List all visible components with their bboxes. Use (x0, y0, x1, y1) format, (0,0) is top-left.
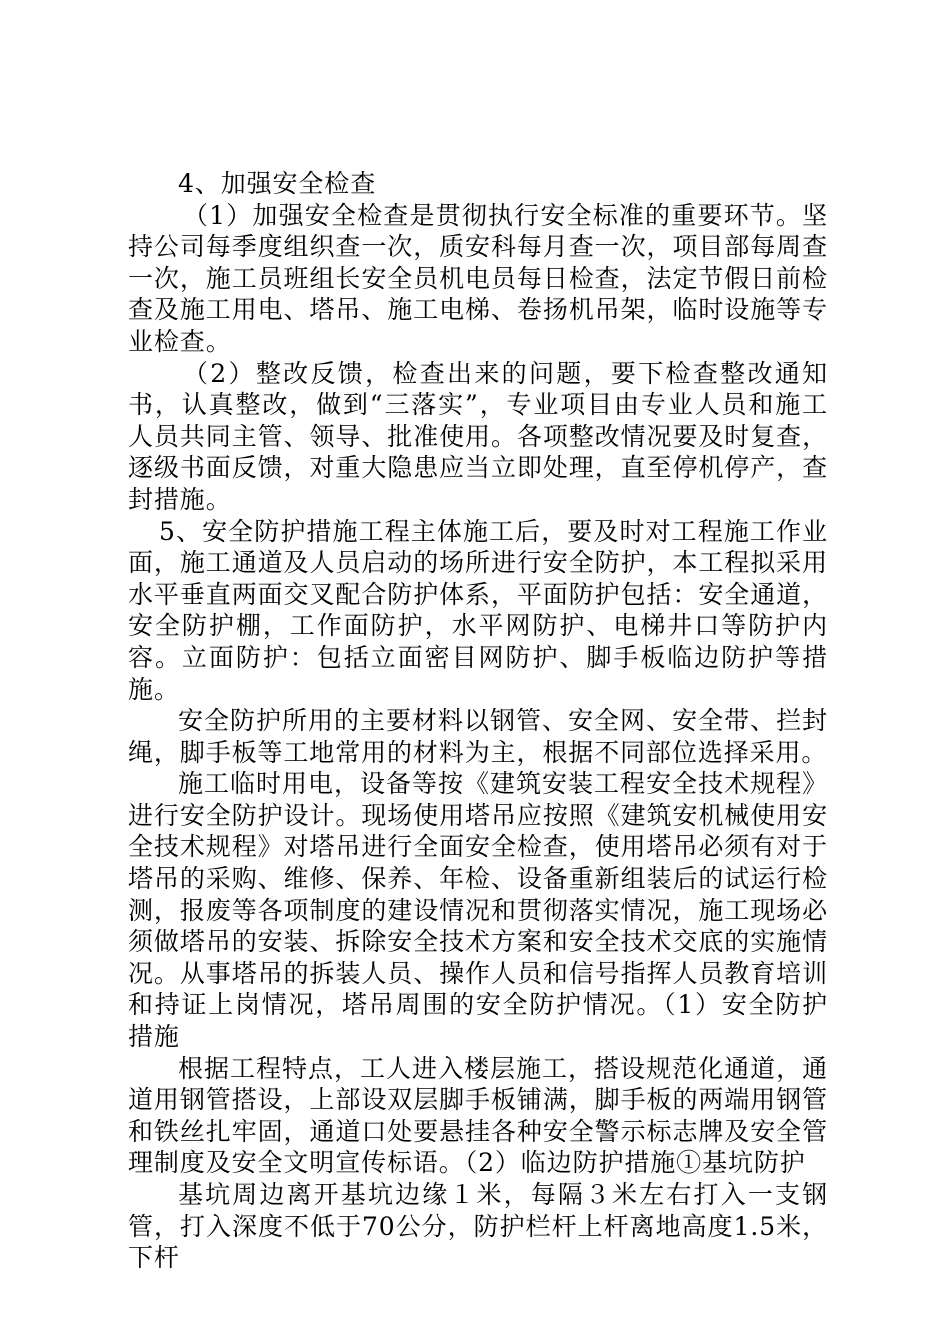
paragraph-inspection-1: （1）加强安全检查是贯彻执行安全标准的重要环节。坚持公司每季度组织查一次，质安科每月查一次，项目部每周查一次，施工员班组长安全员机电员每日检查，法定节假日前检查及施工用电、塔吊、施工电梯、卷扬机吊架，临时设施等专业检查。 (128, 200, 828, 356)
document-body (128, 168, 828, 1274)
paragraph-pit-protection: 基坑周边离开基坑边缘１米，每隔３米左右打入一支钢管，打入深度不低于70公分，防护栏杆上杆离地高度1.5米，下杆 (128, 1180, 828, 1273)
paragraph-inspection-2: （2）整改反馈，检查出来的问题，要下检查整改通知书，认真整改，做到“三落实”，专业项目由专业人员和施工人员共同主管、领导、批准使用。各项整改情况要及时复查，逐级书面反馈，对重大隐患应当立即处理，直至停机停产，查封措施。 (128, 358, 828, 514)
paragraph-temporary-power: 施工临时用电，设备等按《建筑安装工程安全技术规程》进行安全防护设计。现场使用塔吊应按照《建筑安机械使用安全技术规程》对塔吊进行全面安全检查，使用塔吊必须有对于塔吊的采购、维修、保养、年检、设备重新组装后的试运行检测，报废等各项制度的建设情况和贯彻落实情况，施工现场必须做塔吊的安装、拆除安全技术方案和安全技术交底的实施情况。从事塔吊的拆装人员、操作人员和信号指挥人员教育培训和持证上岗情况，塔吊周围的安全防护情况。（1）安全防护措施 (128, 769, 828, 1052)
paragraph-passage: 根据工程特点，工人进入楼层施工，搭设规范化通道，通道用钢管搭设，上部设双层脚手板铺满，脚手板的两端用钢管和铁丝扎牢固，通道口处要悬挂各种安全警示标志牌及安全管理制度及安全文明宣传标语。（2）临边防护措施①基坑防护 (128, 1053, 828, 1178)
paragraph-heading-5: 5、安全防护措施工程主体施工后，要及时对工程施工作业面，施工通道及人员启动的场所进行安全防护，本工程拟采用水平垂直两面交叉配合防护体系，平面防护包括：安全通道，安全防护棚，工作面防护，水平网防护、电梯井口等防护内容。立面防护：包括立面密目网防护、脚手板临边防护等措施。 (128, 516, 828, 704)
paragraph-materials: 安全防护所用的主要材料以钢管、安全网、安全带、拦封绳，脚手板等工地常用的材料为主，根据不同部位选择采用。 (128, 706, 828, 767)
paragraph-heading-4: 4、加强安全检查 (178, 169, 377, 198)
